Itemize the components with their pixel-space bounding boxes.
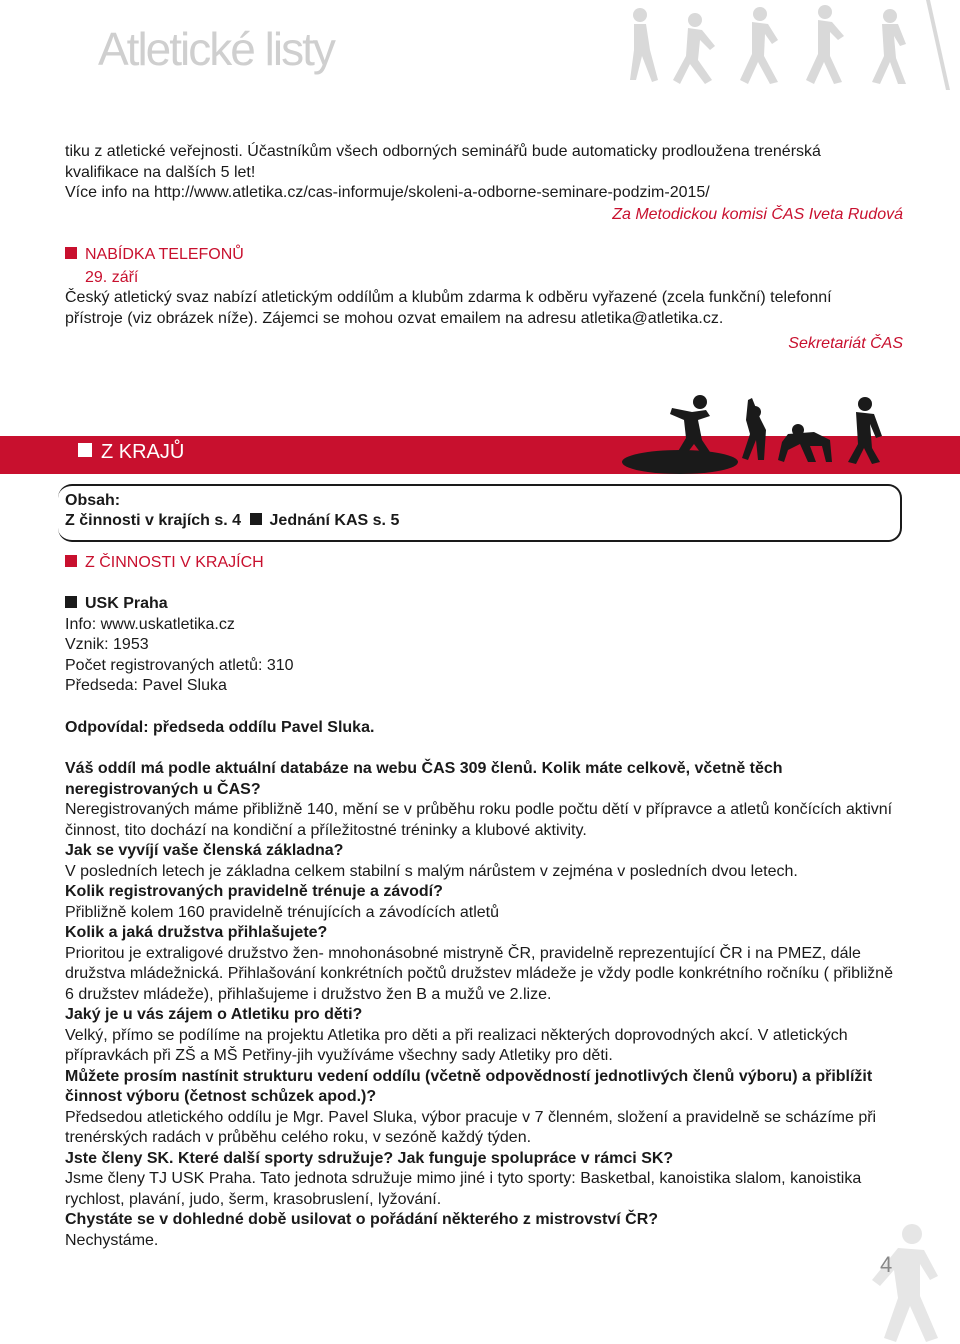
red-square-bullet-icon: [65, 247, 77, 259]
intro-line: kvalifikace na dalších 5 let!: [65, 163, 256, 181]
club-name: USK Praha: [85, 595, 168, 612]
interview-answer: Jsme členy TJ USK Praha. Tato jednota sdružuje mimo jiné i tyto sporty: Basketbal, kanoistika slalom, kanoistika rychlost, plavání, judo, šerm, krasobruslení, lyžování.: [65, 1170, 862, 1208]
interview-answer: Předsedou atletického oddílu je Mgr. Pavel Sluka, výbor pracuje v 7 členném, složení a pravidelně se scházíme při trenérských radách v průběhu celého roku, v sezóně každý týden.: [65, 1108, 877, 1146]
offer-heading: NABÍDKA TELEFONŮ: [85, 246, 244, 263]
page-header-title: Atletické listy: [98, 23, 334, 75]
black-square-bullet-icon: [250, 513, 262, 525]
interview-answer: Velký, přímo se podílíme na projektu Atletika pro děti a při realizaci některých doprovodných akcí. V atletických přípravkách při ZŠ a MŠ Petřiny-jih využíváme všechny sady Atletiky pro děti.: [65, 1026, 848, 1064]
white-square-bullet-icon: [78, 443, 92, 457]
intro-block: [65, 142, 903, 225]
interview-answer: V posledních letech je základna celkem stabilní s malým nárůstem v zejména v posledních dvou letech.: [65, 862, 798, 880]
interview-question: Jak se vyvíjí vaše členská základna?: [65, 842, 344, 859]
band-athletes-illustration: [620, 390, 900, 480]
interview-block: [65, 759, 903, 1251]
club-info: Info: www.uskatletika.cz: [65, 615, 235, 633]
section-heading-line: [65, 553, 903, 574]
interview-question: Chystáte se v dohledné době usilovat o pořádání některého z mistrovství ČR?: [65, 1211, 659, 1228]
interview-question: Jaký je u vás zájem o Atletiku pro děti?: [65, 1006, 363, 1023]
offer-block: [65, 245, 903, 355]
section-heading: Z ČINNOSTI V KRAJÍCH: [85, 554, 264, 571]
offer-line: přístroje (viz obrázek níže). Zájemci se mohou ozvat emailem na adresu atletika@atletika.cz.: [65, 309, 724, 327]
club-info-block: [65, 594, 903, 738]
club-athletes-count: Počet registrovaných atletů: 310: [65, 656, 294, 674]
contents-item: Jednání KAS s. 5: [269, 512, 400, 529]
interview-answer: Přibližně kolem 160 pravidelně trénujících a závodících atletů: [65, 903, 500, 921]
intro-signature: Za Metodickou komisi ČAS Iveta Rudová: [612, 205, 903, 223]
interview-question: Můžete prosím nastínit strukturu vedení oddílu (včetně odpovědností jednotlivých členů výboru) a přiblížit činnost výboru (četnost schůzek apod.)?: [65, 1067, 873, 1105]
band-heading-row: [78, 441, 184, 464]
interview-answer: Prioritou je extraligové družstvo žen- mnohonásobné mistryně ČR, pravidelně reprezentující ČR i na PMEZ, dále družstva mládežnická. Přihlašování konkrétních počtů družstev mládeže je vždy podle konkrétního ročníku ( přibližně 6 družstev mládeže), přihlašujeme i družstvo žen B a mužů ve 2.lize.: [65, 944, 893, 1003]
intro-line: tiku z atletické veřejnosti. Účastníkům všech odborných seminářů bude automaticky prodloužena trenérská: [65, 143, 821, 160]
contents-block: [65, 491, 399, 531]
offer-signature: Sekretariát ČAS: [788, 335, 903, 352]
interview-answer: Nechystáme.: [65, 1231, 159, 1249]
interview-question: Váš oddíl má podle aktuální databáze na webu ČAS 309 členů. Kolik máte celkově, včetně těch neregistrovaných u ČAS?: [65, 760, 783, 798]
red-square-bullet-icon: [65, 555, 77, 567]
club-respondent: Odpovídal: předseda oddílu Pavel Sluka.: [65, 718, 375, 736]
club-name-row: [65, 594, 903, 615]
offer-date: 29. září: [85, 268, 139, 286]
section-heading-row: [65, 553, 903, 574]
corner-athlete-icon: [858, 1220, 960, 1344]
interview-question: Kolik a jaká družstva přihlašujete?: [65, 924, 328, 941]
interview-question: Jste členy SK. Které další sporty sdružuje? Jak funguje spolupráce v rámci SK?: [65, 1149, 674, 1167]
header-athletes-illustration: [600, 0, 960, 90]
black-square-bullet-icon: [65, 596, 77, 608]
offer-heading-row: [65, 245, 903, 266]
interview-question: Kolik registrovaných pravidelně trénuje a závodí?: [65, 883, 443, 900]
club-founded: Vznik: 1953: [65, 636, 149, 653]
interview-answer: Neregistrovaných máme přibližně 140, mění se v průběhu roku podle počtu dětí v přípravce a atletů končících aktivní činnost, tito dochází na kondiční a příležitostné tréninky a klubové aktivity.: [65, 801, 893, 839]
contents-label: Obsah:: [65, 492, 121, 509]
contents-items: [65, 511, 399, 531]
club-chairman: Předseda: Pavel Sluka: [65, 677, 227, 694]
offer-line: Český atletický svaz nabízí atletickým oddílům a klubům zdarma k odběru vyřazené (zcela funkční) telefonní: [65, 289, 832, 306]
intro-link-line: Více info na http://www.atletika.cz/cas-informuje/skoleni-a-odborne-seminare-podzim-2015/: [65, 184, 710, 201]
contents-item: Z činnosti v krajích s. 4: [65, 512, 242, 529]
band-heading: Z KRAJŮ: [101, 441, 185, 463]
page-number: 4: [880, 1252, 893, 1277]
